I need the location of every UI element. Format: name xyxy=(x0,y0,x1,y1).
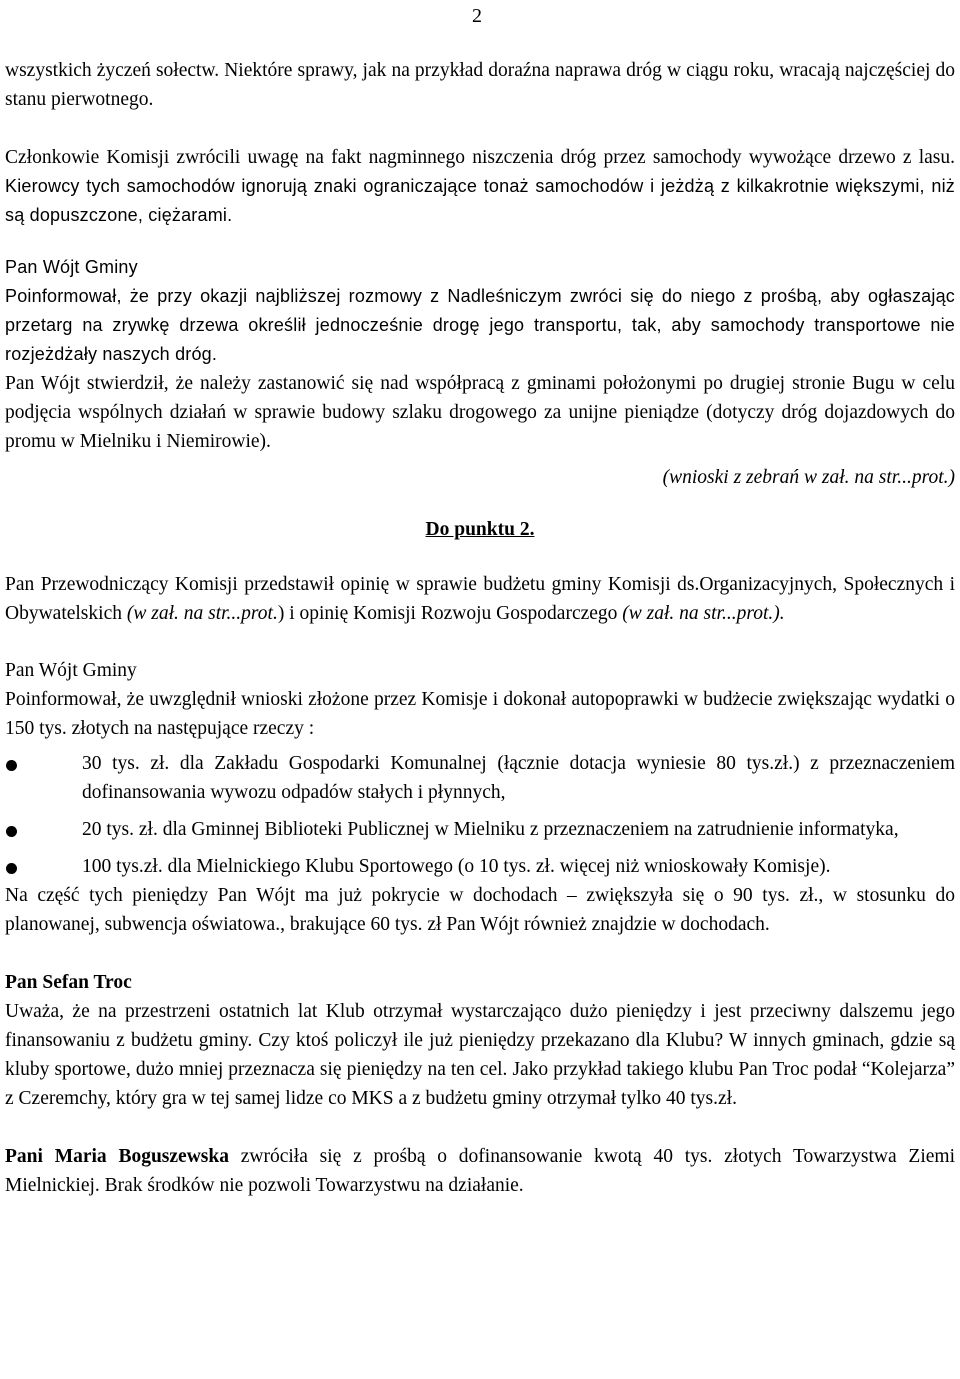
paragraph-2 xyxy=(5,143,955,230)
paragraph-5-ref-1: (w zał. na str...prot. xyxy=(126,603,278,624)
list-item xyxy=(5,815,955,844)
bullet-icon xyxy=(6,863,17,874)
reference-note: (wnioski z zebrań w zał. na str...prot.) xyxy=(662,467,955,488)
list-item xyxy=(5,749,955,807)
paragraph-5-text-a: Pan Przewodniczący Komisji przedstawił opinię w sprawie budżetu gminy Komisji ds.Organizacyjnych, Społecznych i Obywatelskich xyxy=(5,574,955,624)
paragraph-5 xyxy=(5,570,955,628)
page-number: 2 xyxy=(472,5,482,27)
speaker-heading-2: Pan Wójt Gminy xyxy=(5,660,137,681)
paragraph-9-text: zwróciła się z prośbą o dofinansowanie kwotą 40 tys. złotych Towarzystwa Ziemi Mielnickiej. Brak środków nie pozwoli Towarzystwu na działanie. xyxy=(5,1146,955,1196)
paragraph-4: Pan Wójt stwierdził, że należy zastanowić się nad współpracą z gminami położonymi po drugiej stronie Bugu w celu podjęcia wspólnych działań w sprawie budowy szlaku drogowego za unijne pieniądze (dotyczy dróg dojazdowych do promu w Mielniku i Niemirowie). xyxy=(5,373,955,452)
paragraph-3: Poinformował, że przy okazji najbliższej rozmowy z Nadleśniczym zwróci się do niego z prośbą, aby ogłaszając przetarg na zrywkę drzewa określił jednocześnie drogę jego transportu, tak, aby samochody transportowe nie rozjeżdżały naszych dróg. xyxy=(5,286,955,364)
paragraph-2-text-b: Kierowcy tych samochodów ignorują znaki ograniczające tonaż samochodów i jeżdżą z kilkakrotnie większymi, niż są dopuszczone, ciężarami. xyxy=(5,176,955,225)
speaker-heading-1: Pan Wójt Gminy xyxy=(5,257,138,277)
paragraph-8: Uważa, że na przestrzeni ostatnich lat Klub otrzymał wystarczająco dużo pieniędzy i jest przeciwny dalszemu jego finansowaniu z budżetu gminy. Czy ktoś policzył ile już pieniędzy przekazano dla Klubu? W innych gminach, gdzie są kluby sportowe, dużo mniej przeznacza się pieniędzy na ten cel. Jako przykład takiego klubu Pan Troc podał “Kolejarza” z Czeremchy, który gra w tej samej lidze co MKS a z budżetu gminy otrzymał tylko 40 tys.zł. xyxy=(5,1001,955,1109)
paragraph-2-text-a: Członkowie Komisji zwrócili uwagę na fakt nagminnego niszczenia dróg przez samochody wywożące drzewo z lasu. xyxy=(5,147,955,168)
paragraph-9 xyxy=(5,1142,955,1200)
document-body xyxy=(5,56,955,1200)
list-item-text: 100 tys.zł. dla Mielnickiego Klubu Sportowego (o 10 tys. zł. więcej niż wnioskowały Komisje). xyxy=(82,856,831,877)
section-title: Do punktu 2. xyxy=(425,519,535,540)
budget-list xyxy=(5,749,955,881)
bullet-icon xyxy=(6,760,17,771)
paragraph-6: Poinformował, że uwzględnił wnioski złożone przez Komisje i dokonał autopoprawki w budżecie zwiększając wydatki o 150 tys. złotych na następujące rzeczy : xyxy=(5,689,955,739)
list-item-text: 20 tys. zł. dla Gminnej Biblioteki Publicznej w Mielniku z przeznaczeniem na zatrudnienie informatyka, xyxy=(82,819,899,840)
list-item xyxy=(5,852,955,881)
speaker-heading-3: Pan Sefan Troc xyxy=(5,972,132,993)
speaker-heading-4: Pani Maria Boguszewska xyxy=(5,1146,229,1167)
paragraph-1: wszystkich życzeń sołectw. Niektóre sprawy, jak na przykład doraźna naprawa dróg w ciągu roku, wracają najczęściej do stanu pierwotnego. xyxy=(5,60,955,110)
paragraph-5-ref-2: (w zał. na str...prot.). xyxy=(622,603,785,624)
paragraph-5-text-b: ) i opinię Komisji Rozwoju Gospodarczego xyxy=(277,603,618,624)
list-item-text: 30 tys. zł. dla Zakładu Gospodarki Komunalnej (łącznie dotacja wyniesie 80 tys.zł.) z przeznaczeniem dofinansowania wywozu odpadów stałych i płynnych, xyxy=(82,753,955,803)
paragraph-7: Na część tych pieniędzy Pan Wójt ma już pokrycie w dochodach – zwiększyła się o 90 tys. zł., w stosunku do planowanej, subwencja oświatowa., brakujące 60 tys. zł Pan Wójt również znajdzie w dochodach. xyxy=(5,885,955,935)
bullet-icon xyxy=(6,826,17,837)
